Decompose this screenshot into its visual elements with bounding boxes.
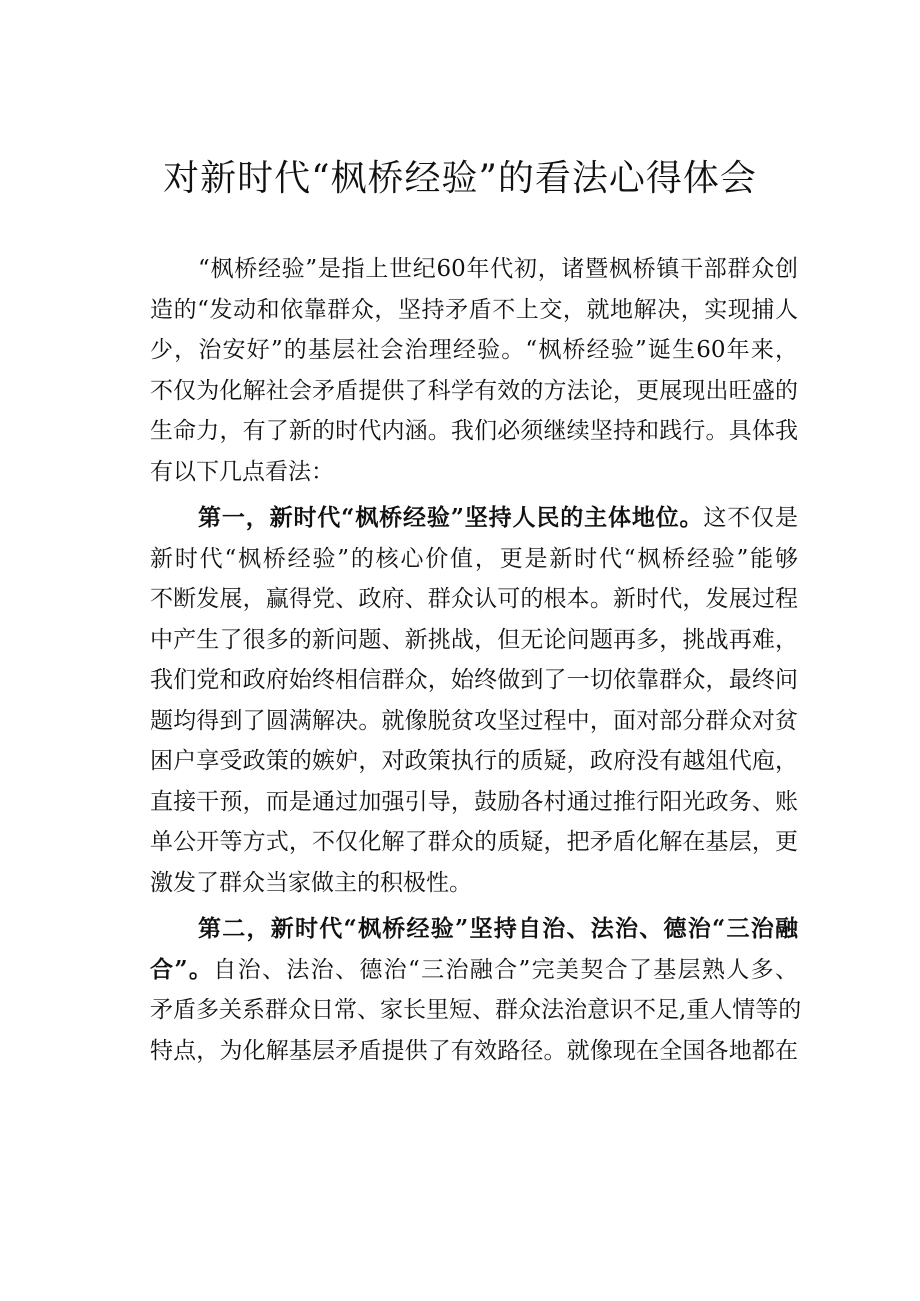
text-line: 我们党和政府始终相信群众，始终做到了一切依靠群众，最终问 bbox=[150, 667, 798, 693]
text-line: 中产生了很多的新问题、新挑战，但无论问题再多，挑战再难， bbox=[150, 626, 798, 653]
paragraph-point-two bbox=[150, 909, 802, 1071]
text-line: 少，治安好”的基层社会治理经验。“枫桥经验”诞生60年来， bbox=[150, 337, 798, 363]
text-line: 不仅为化解社会矛盾提供了科学有效的方法论，更展现出旺盛的 bbox=[150, 377, 798, 404]
point-text: 这不仅是 bbox=[703, 505, 798, 531]
point-heading: 第一，新时代“枫桥经验”坚持人民的主体地位。 bbox=[198, 504, 704, 531]
text-line: 造的“发动和依靠群众，坚持矛盾不上交，就地解决，实现捕人 bbox=[150, 296, 798, 323]
text-line: 新时代“枫桥经验”的核心价值，更是新时代“枫桥经验”能够 bbox=[150, 545, 798, 572]
paragraph-intro bbox=[150, 249, 798, 492]
text-line: 有以下几点看法： bbox=[150, 458, 334, 485]
document-title: 对新时代“枫桥经验”的看法心得体会 bbox=[163, 158, 757, 199]
text-line: 直接干预，而是通过加强引导，鼓励各村通过推行阳光政务、账 bbox=[150, 788, 798, 815]
document-body bbox=[150, 249, 802, 1077]
point-heading: 第二，新时代“枫桥经验”坚持自治、法治、德治“三治融 bbox=[198, 915, 798, 942]
text-line: 困户享受政策的嫉妒，对政策执行的质疑，政府没有越俎代庖， bbox=[150, 748, 798, 774]
text-line bbox=[150, 950, 798, 991]
text-line: 生命力，有了新的时代内涵。我们必须继续坚持和践行。具体我 bbox=[150, 418, 798, 444]
text-line: 题均得到了圆满解决。就像脱贫攻坚过程中，面对部分群众对贫 bbox=[150, 707, 798, 734]
point-text: 自治、法治、德治“三治融合”完美契合了基层熟人多、 bbox=[213, 956, 798, 983]
text-line: 不断发展，赢得党、政府、群众认可的根本。新时代，发展过程 bbox=[150, 586, 798, 612]
point-heading: 合”。 bbox=[150, 955, 214, 983]
text-line: “枫桥经验”是指上世纪60年代初，诸暨枫桥镇干部群众创 bbox=[198, 256, 798, 282]
text-line bbox=[150, 498, 798, 539]
text-line: 矛盾多关系群众日常、家长里短、群众法治意识不足,重人情等的 bbox=[150, 997, 802, 1023]
paragraph-point-one bbox=[150, 498, 798, 903]
text-line: 特点，为化解基层矛盾提供了有效路径。就像现在全国各地都在 bbox=[150, 1037, 798, 1064]
text-line: 单公开等方式，不仅化解了群众的质疑，把矛盾化解在基层，更 bbox=[150, 829, 798, 855]
text-line: 激发了群众当家做主的积极性。 bbox=[150, 869, 472, 896]
